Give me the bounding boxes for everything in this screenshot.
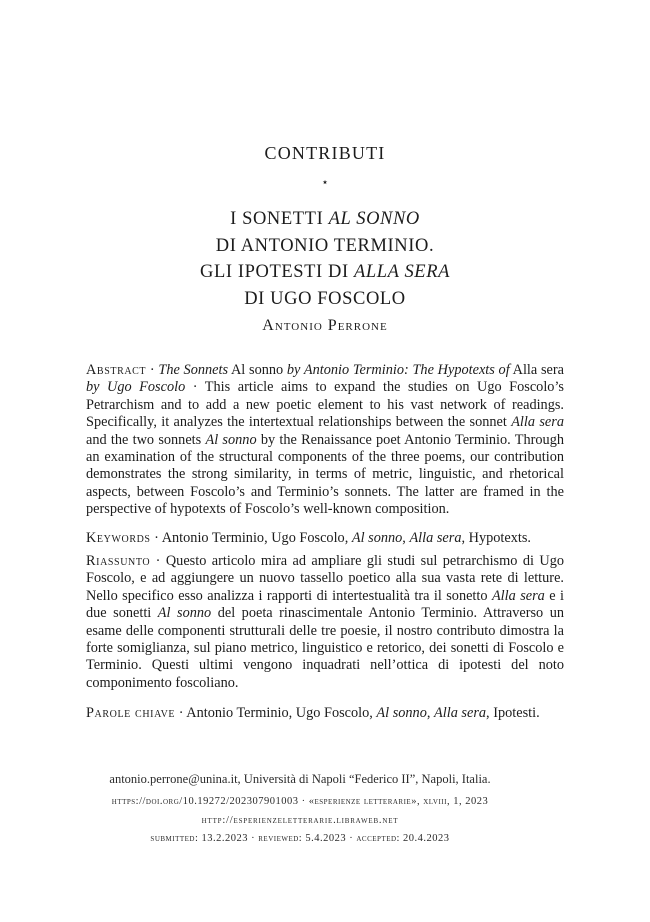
abstract-label: Abstract	[86, 362, 147, 378]
title-line-3: GLI IPOTESTI DI ALLA SERA	[199, 262, 450, 282]
parole-chiave-label: Parole chiave	[86, 705, 176, 721]
riassunto-label: Riassunto	[86, 553, 151, 569]
abstract-paragraph: Abstract · The Sonnets Al sonno by Antonio Terminio: The Hypotexts of Alla sera by Ugo Foscolo · This article aims to expand the studies on Ugo Foscolo’s Petrarchism and to add a new poetic element to his vast network of readings. Specifically, it analyzes the intertextual relationships between the sonnet Alla sera and the two sonnets Al sonno by the Renaissance poet Antonio Terminio. Through an examination of the structural components of the three poems, our contribution demonstrates the strong similarity, in terms of metric, linguistic, and rhetorical aspects, between Foscolo’s and Terminio’s sonnets. The latter are framed in the perspective of hypotexts of Foscolo’s well-known composition.	[86, 362, 564, 518]
title-line-1: I SONETTI AL SONNO	[230, 209, 420, 229]
title-line-4: DI UGO FOSCOLO	[244, 288, 406, 309]
journal-url[interactable]: http://esperienzeletterarie.libraweb.net	[201, 815, 399, 826]
author-contact: antonio.perrone@unina.it, Università di Napoli “Federico II”, Napoli, Italia.	[109, 772, 491, 786]
keywords-label: Keywords	[86, 530, 151, 546]
submission-dates: submitted: 13.2.2023 · reviewed: 5.4.2023 · accepted: 20.4.2023	[150, 833, 450, 844]
author-name: Antonio Perrone	[262, 317, 388, 334]
title-line-2: DI ANTONIO TERMINIO.	[215, 235, 435, 256]
article-title	[0, 206, 650, 312]
doi-line[interactable]: https://doi.org/10.19272/202307901003 · «esperienze letterarie», xlviii, 1, 2023	[111, 796, 489, 807]
keywords-line: Keywords · Antonio Terminio, Ugo Foscolo, Al sonno, Alla sera, Hypotexts.	[86, 530, 531, 546]
parole-chiave-line: Parole chiave · Antonio Terminio, Ugo Foscolo, Al sonno, Alla sera, Ipotesti.	[86, 705, 540, 721]
star-ornament-icon: ⋆	[321, 175, 329, 189]
riassunto-paragraph: Riassunto · Questo articolo mira ad ampliare gli studi sul petrarchismo di Ugo Foscolo, e ad aggiungere un nuovo tassello poetico alla sua vasta rete di letture. Nello specifico esso analizza i rapporti di intertestualità tra il sonetto Alla sera e i due sonetti Al sonno del poeta rinascimentale Antonio Terminio. Attraverso un esame delle componenti strutturali delle tre poesie, il nostro contributo dimostra la forte somiglianza, sul piano metrico, linguistico e retorico, dei sonetti di Foscolo e Terminio. Questi ultimi vengono inquadrati nell’ottica di ipotesti del noto componimento foscoliano.	[86, 553, 565, 691]
section-heading: CONTRIBUTI	[264, 143, 386, 163]
